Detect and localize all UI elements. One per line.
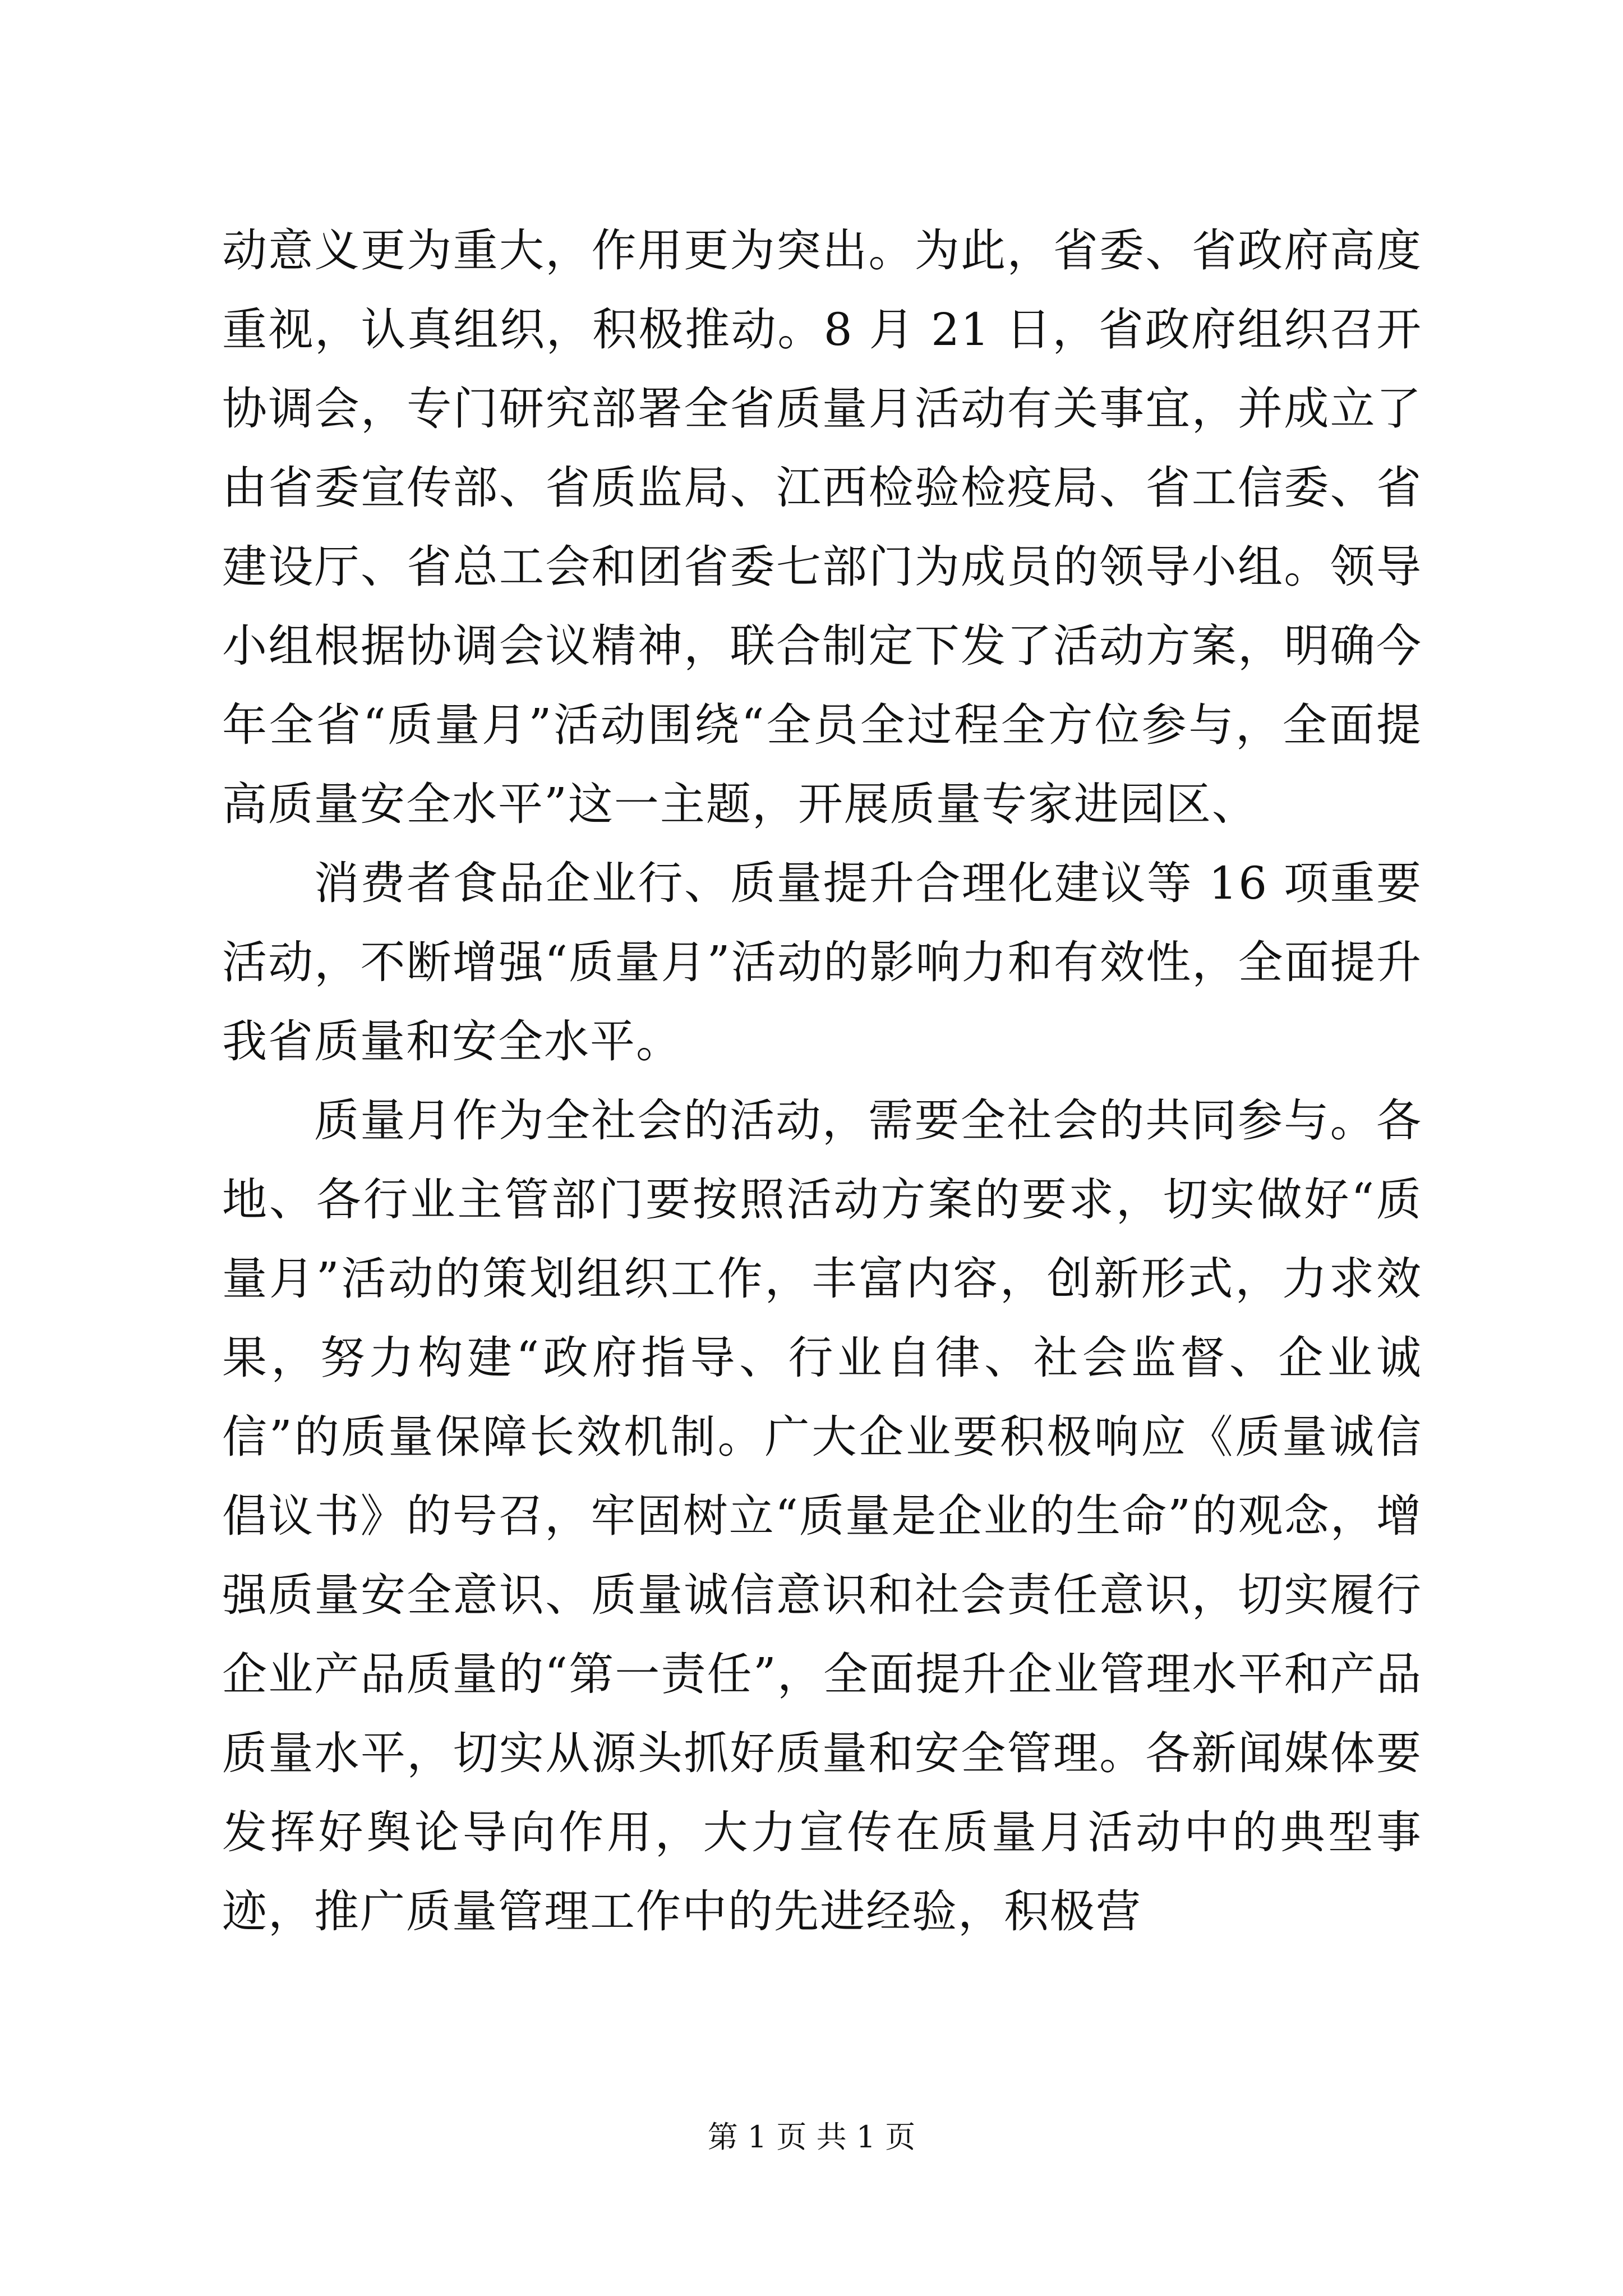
page-footer: 第 1 页 共 1 页 bbox=[707, 2119, 916, 2155]
document-body bbox=[222, 211, 1422, 1951]
paragraph-continuation: 动意义更为重大，作用更为突出。为此，省委、省政府高度重视，认真组织，积极推动。8 月 21 日，省政府组织召开协调会，专门研究部署全省质量月活动有关事宜，并成立了由省委宣传部、省质监局、江西检验检疫局、省工信委、省建设厅、省总工会和团省委七部门为成员的领导小组。领导小组根据协调会议精神，联合制定下发了活动方案，明确今年全省“质量月”活动围绕“全员全过程全方位参与，全面提高质量安全水平”这一主题，开展质量专家进园区、 bbox=[222, 224, 1422, 830]
paragraph-activities: 消费者食品企业行、质量提升合理化建议等 16 项重要活动，不断增强“质量月”活动的影响力和有效性，全面提升我省质量和安全水平。 bbox=[222, 857, 1422, 1068]
paragraph-participation: 质量月作为全社会的活动，需要全社会的共同参与。各地、各行业主管部门要按照活动方案的要求，切实做好“质量月”活动的策划组织工作，丰富内容，创新形式，力求效果，努力构建“政府指导、行业自律、社会监督、企业诚信”的质量保障长效机制。广大企业要积极响应《质量诚信倡议书》的号召，牢固树立“质量是企业的生命”的观念，增强质量安全意识、质量诚信意识和社会责任意识，切实履行企业产品质量的“第一责任”，全面提升企业管理水平和产品质量水平，切实从源头抓好质量和安全管理。各新闻媒体要发挥好舆论导向作用，大力宣传在质量月活动中的典型事迹，推广质量管理工作中的先进经验，积极营 bbox=[222, 1094, 1422, 1938]
